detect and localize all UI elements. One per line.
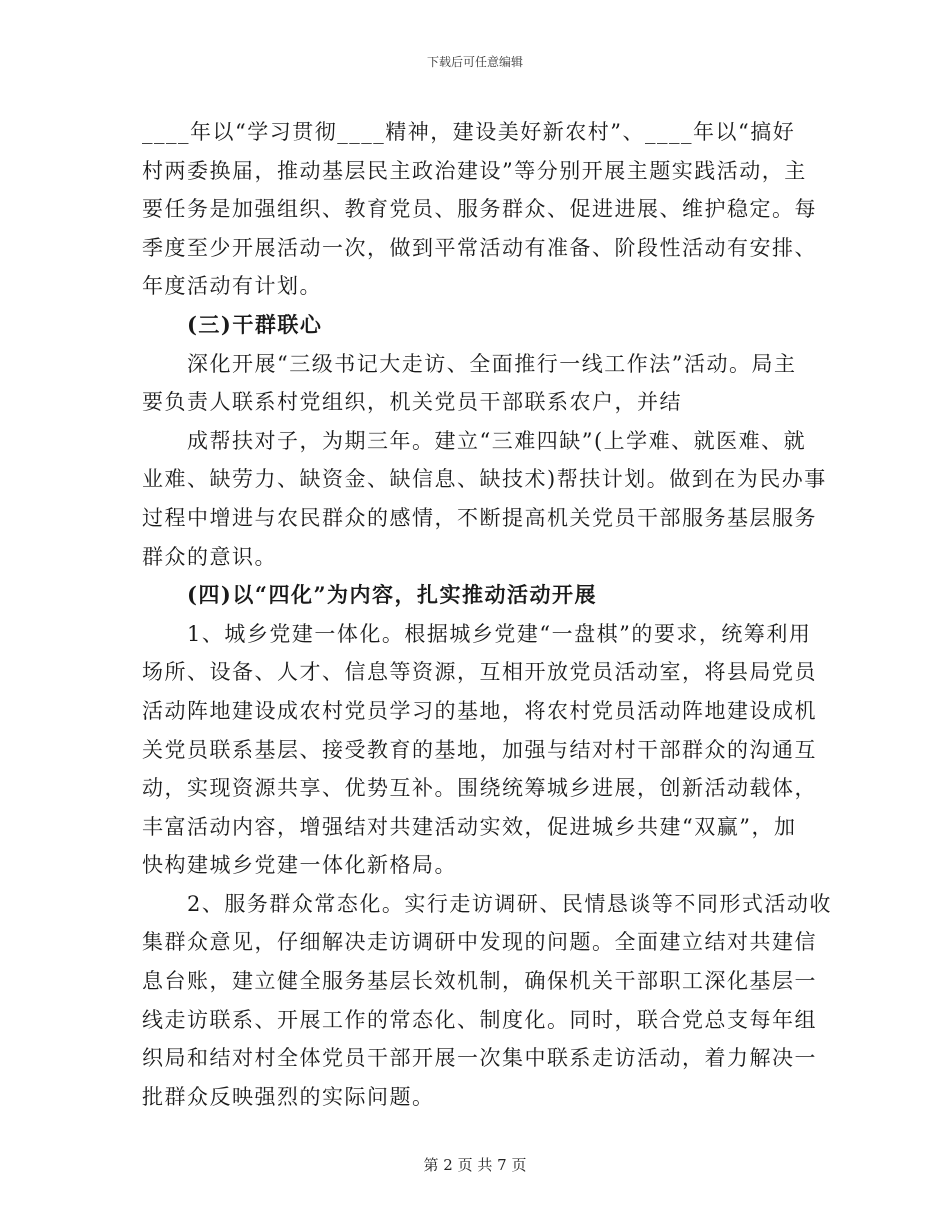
text-line: 集群众意见，仔细解决走访调研中发现的问题。全面建立结对共建信 bbox=[142, 930, 817, 955]
text-line: 季度至少开展活动一次，做到平常活动有准备、阶段性活动有安排、 bbox=[142, 235, 817, 260]
text-line: 村两委换届，推动基层民主政治建设”等分别开展主题实践活动，主 bbox=[142, 158, 807, 183]
section-heading: (四)以“四化”为内容，扎实推动活动开展 bbox=[187, 582, 598, 608]
page-footer: 第 2 页 共 7 页 bbox=[423, 1156, 527, 1174]
text-line: 群众的意识。 bbox=[142, 544, 277, 569]
document-body bbox=[142, 113, 832, 1116]
text-line: 批群众反映强烈的实际问题。 bbox=[142, 1084, 435, 1109]
text-line: 成帮扶对子，为期三年。建立“三难四缺”(上学难、就医难、就 bbox=[187, 428, 807, 453]
text-line: 业难、缺劳力、缺资金、缺信息、缺技术)帮扶计划。做到在为民办事 bbox=[142, 467, 827, 492]
text-line: 快构建城乡党建一体化新格局。 bbox=[142, 853, 457, 878]
text-line: 息台账，建立健全服务基层长效机制，确保机关干部职工深化基层一 bbox=[142, 969, 817, 994]
section-heading: (三)干群联心 bbox=[187, 311, 323, 337]
text-line: 深化开展“三级书记大走访、全面推行一线工作法”活动。局主 bbox=[187, 351, 797, 376]
text-line: 丰富活动内容，增强结对共建活动实效，促进城乡共建“双赢”，加 bbox=[142, 814, 797, 839]
text-line: 要任务是加强组织、教育党员、服务群众、促进进展、维护稳定。每 bbox=[142, 197, 817, 222]
text-line: 关党员联系基层、接受教育的基地，加强与结对村干部群众的沟通互 bbox=[142, 737, 817, 762]
page-header: 下载后可任意编辑 bbox=[426, 55, 523, 69]
text-line: 年度活动有计划。 bbox=[142, 274, 322, 299]
text-line: ____年以“学习贯彻____精神，建设美好新农村”、____年以“搞好 bbox=[142, 120, 796, 144]
text-line: 动，实现资源共享、优势互补。围绕统筹城乡进展，创新活动载体， bbox=[142, 776, 817, 801]
text-line: 线走访联系、开展工作的常态化、制度化。同时，联合党总支每年组 bbox=[142, 1007, 817, 1032]
text-line: 2、服务群众常态化。实行走访调研、民情恳谈等不同形式活动收 bbox=[187, 891, 832, 916]
text-line: 1、城乡党建一体化。根据城乡党建“一盘棋”的要求，统筹利用 bbox=[187, 621, 812, 646]
text-line: 场所、设备、人才、信息等资源，互相开放党员活动室，将县局党员 bbox=[142, 660, 817, 685]
text-line: 过程中增进与农民群众的感情，不断提高机关党员干部服务基层服务 bbox=[142, 505, 817, 530]
text-line: 要负责人联系村党组织，机关党员干部联系农户，并结 bbox=[142, 390, 682, 415]
text-line: 活动阵地建设成农村党员学习的基地，将农村党员活动阵地建设成机 bbox=[142, 698, 817, 723]
text-line: 织局和结对村全体党员干部开展一次集中联系走访活动，着力解决一 bbox=[142, 1046, 817, 1071]
